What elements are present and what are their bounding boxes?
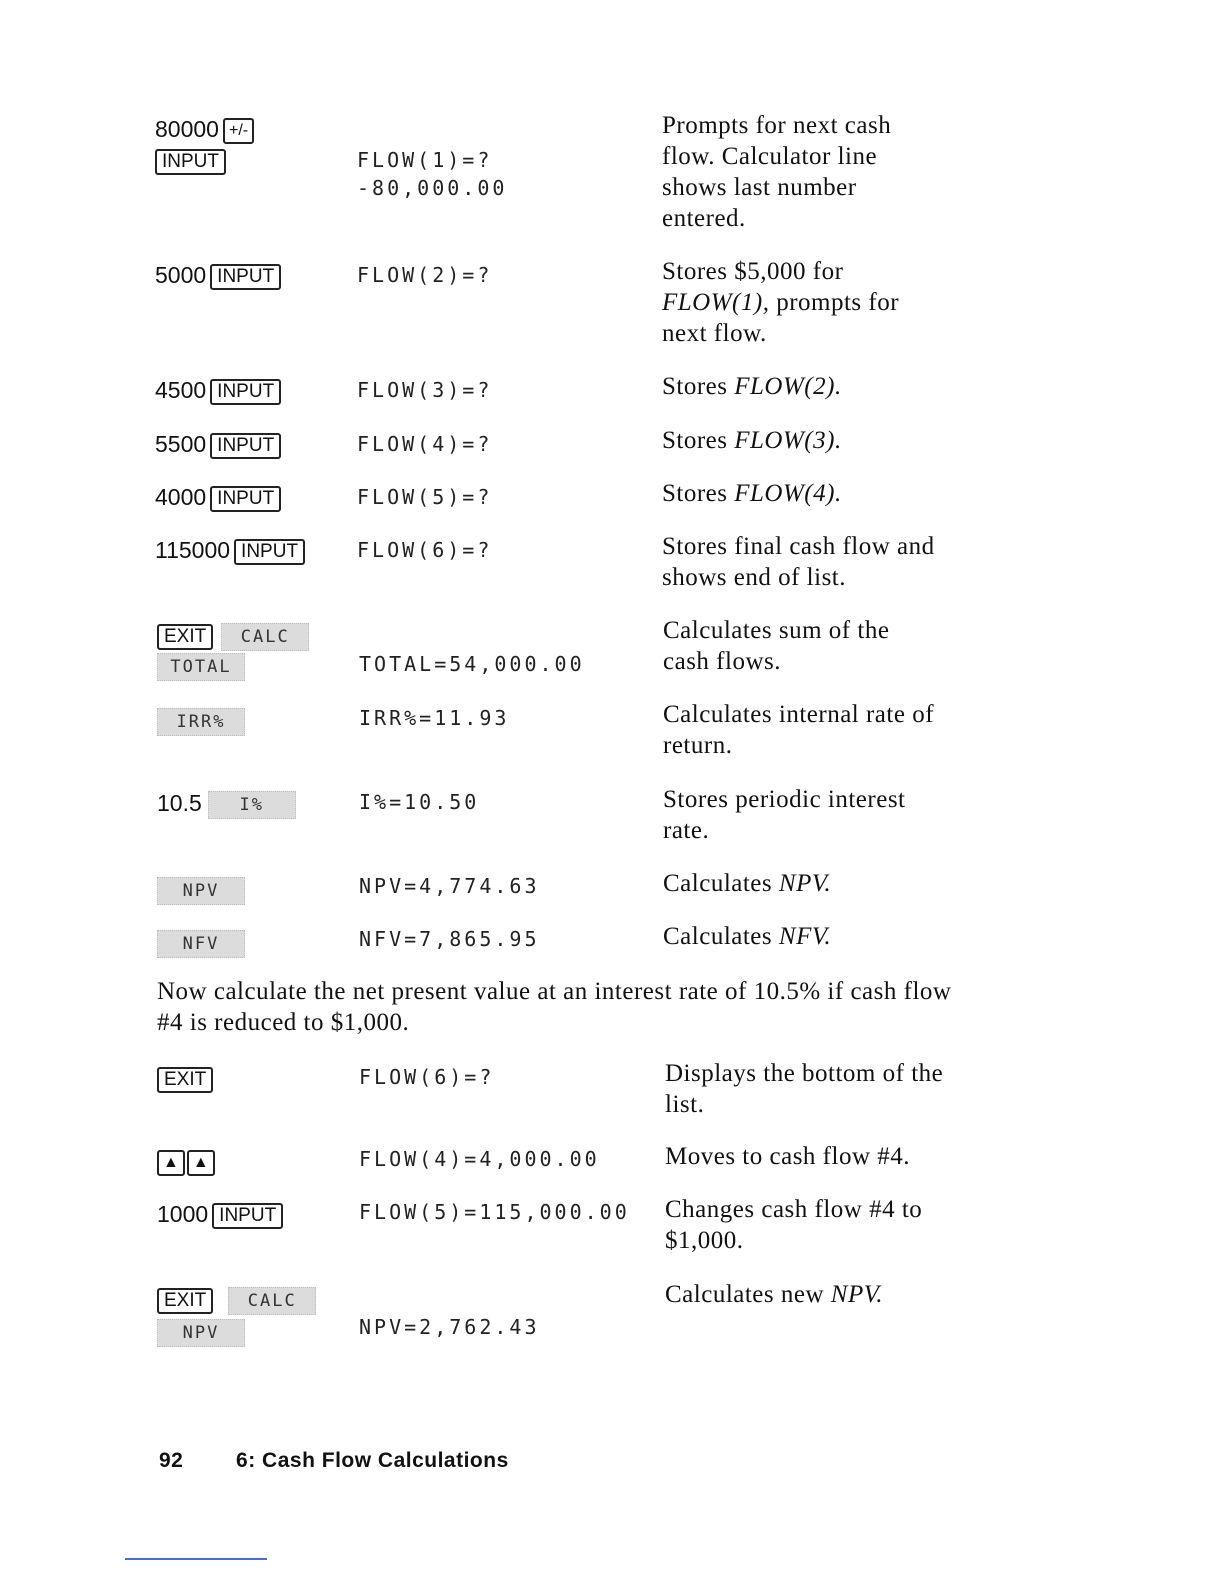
display-npv-final: NPV=2,762.43 [359, 1315, 540, 1339]
keystroke-irr [157, 705, 245, 736]
desc-stores-flow2 [662, 371, 842, 402]
desc-text: Calculates new [665, 1281, 825, 1308]
entry-value: 4000 [155, 484, 207, 510]
total-softkey[interactable]: TOTAL [157, 653, 245, 681]
desc-italic: FLOW(1), [662, 289, 770, 316]
display-flow-3: FLOW(3)=? [357, 378, 493, 402]
desc-stores-final: Stores final cash flow and shows end of list. [662, 533, 935, 591]
chapter-title: 6: Cash Flow Calculations [236, 1449, 509, 1472]
entry-value: 5500 [155, 431, 207, 457]
entry-value: 115000 [155, 537, 231, 563]
keystroke-5000 [155, 260, 283, 290]
desc-text: Stores [662, 480, 728, 507]
keystroke-exit-calc [157, 620, 309, 651]
up-arrow-icon[interactable]: ▲ [157, 1150, 185, 1176]
desc-text: Stores $5,000 for [662, 258, 844, 285]
desc-italic: FLOW(3). [734, 427, 842, 454]
display-flow-1: FLOW(1)=? [357, 148, 493, 172]
desc-italic: FLOW(2). [734, 373, 842, 400]
keystroke-exit-calc-final [157, 1284, 316, 1315]
bottom-rule [125, 1558, 267, 1560]
entry-value: 1000 [157, 1201, 209, 1227]
npv-softkey[interactable]: NPV [157, 1319, 245, 1347]
keystroke-1000 [157, 1199, 285, 1229]
display-flow-6-bottom: FLOW(6)=? [359, 1065, 495, 1089]
desc-italic: NPV. [778, 870, 832, 897]
page-footer [159, 1449, 509, 1473]
display-flow-2: FLOW(2)=? [357, 263, 493, 287]
irr-softkey[interactable]: IRR% [157, 708, 245, 736]
nfv-softkey[interactable]: NFV [157, 930, 245, 958]
desc-calc-sum: Calculates sum of the cash flows. [663, 617, 890, 675]
display-npv: NPV=4,774.63 [359, 874, 540, 898]
calc-softkey[interactable]: CALC [228, 1287, 316, 1315]
desc-stores-flow4 [662, 478, 842, 509]
entry-value: 10.5 [157, 790, 202, 816]
display-flow-6: FLOW(6)=? [357, 538, 493, 562]
entry-value: 80000 [155, 116, 219, 142]
desc-text: Calculates [663, 870, 773, 897]
input-key[interactable]: INPUT [234, 539, 305, 565]
desc-bottom-list: Displays the bottom of the list. [665, 1060, 944, 1118]
display-flow-4-value: FLOW(4)=4,000.00 [359, 1147, 600, 1171]
input-key[interactable]: INPUT [210, 264, 281, 290]
interest-softkey[interactable]: I% [208, 791, 296, 819]
up-arrow-icon[interactable]: ▲ [187, 1150, 215, 1176]
desc-text: Calculates [663, 923, 773, 950]
exit-key[interactable]: EXIT [157, 1288, 213, 1314]
desc-changes-flow4: Changes cash flow #4 to $1,000. [665, 1196, 923, 1254]
keystroke-115000 [155, 535, 307, 565]
input-key[interactable]: INPUT [212, 1203, 283, 1229]
desc-prompts-next: Prompts for next cash flow. Calculator line shows last number entered. [662, 112, 892, 232]
desc-calc-npv [663, 868, 831, 899]
display-flow-5: FLOW(5)=? [357, 485, 493, 509]
desc-stores-flow3 [662, 425, 842, 456]
display-flow-4: FLOW(4)=? [357, 432, 493, 456]
exit-key[interactable]: EXIT [157, 1067, 213, 1093]
desc-stores-5000 [662, 256, 932, 349]
input-key[interactable]: INPUT [210, 433, 281, 459]
desc-text: Stores [662, 427, 728, 454]
keystroke-up-arrows [157, 1146, 217, 1176]
display-nfv: NFV=7,865.95 [359, 927, 540, 951]
input-key[interactable]: INPUT [210, 486, 281, 512]
desc-calc-nfv [663, 921, 831, 952]
keystroke-input-1 [155, 145, 228, 175]
exit-key[interactable]: EXIT [157, 624, 213, 650]
desc-italic: FLOW(4). [734, 480, 842, 507]
keystroke-5500 [155, 429, 283, 459]
change-sign-key[interactable]: +/- [223, 118, 254, 144]
entry-value: 5000 [155, 262, 207, 288]
input-key[interactable]: INPUT [155, 149, 226, 175]
instruction-paragraph: Now calculate the net present value at an interest rate of 10.5% if cash flow #4 is reduced to $1,000. [157, 978, 952, 1036]
desc-text: prompts for next flow. [662, 289, 900, 347]
npv-softkey[interactable]: NPV [157, 877, 245, 905]
desc-calc-new-npv [665, 1279, 883, 1310]
desc-stores-interest: Stores periodic interest rate. [663, 786, 906, 844]
display-total: TOTAL=54,000.00 [359, 652, 585, 676]
keystroke-4000 [155, 482, 283, 512]
display-flow-1-value: -80,000.00 [357, 176, 508, 200]
display-interest: I%=10.50 [359, 790, 480, 814]
entry-value: 4500 [155, 377, 207, 403]
keystroke-total [157, 650, 245, 681]
keystroke-npv [157, 874, 245, 905]
display-irr: IRR%=11.93 [359, 706, 510, 730]
keystroke-npv-final [157, 1316, 245, 1347]
calc-softkey[interactable]: CALC [221, 623, 309, 651]
desc-italic: NFV. [778, 923, 832, 950]
keystroke-interest [157, 788, 296, 819]
desc-moves-to-4: Moves to cash flow #4. [665, 1143, 910, 1170]
keystroke-nfv [157, 927, 245, 958]
keystroke-80000 [155, 114, 256, 144]
input-key[interactable]: INPUT [210, 379, 281, 405]
display-flow-5-value: FLOW(5)=115,000.00 [359, 1200, 630, 1224]
desc-text: Stores [662, 373, 728, 400]
keystroke-exit [157, 1063, 215, 1093]
desc-calc-irr: Calculates internal rate of return. [663, 701, 935, 759]
keystroke-4500 [155, 375, 283, 405]
page-number: 92 [159, 1449, 184, 1472]
desc-italic: NPV. [830, 1281, 884, 1308]
